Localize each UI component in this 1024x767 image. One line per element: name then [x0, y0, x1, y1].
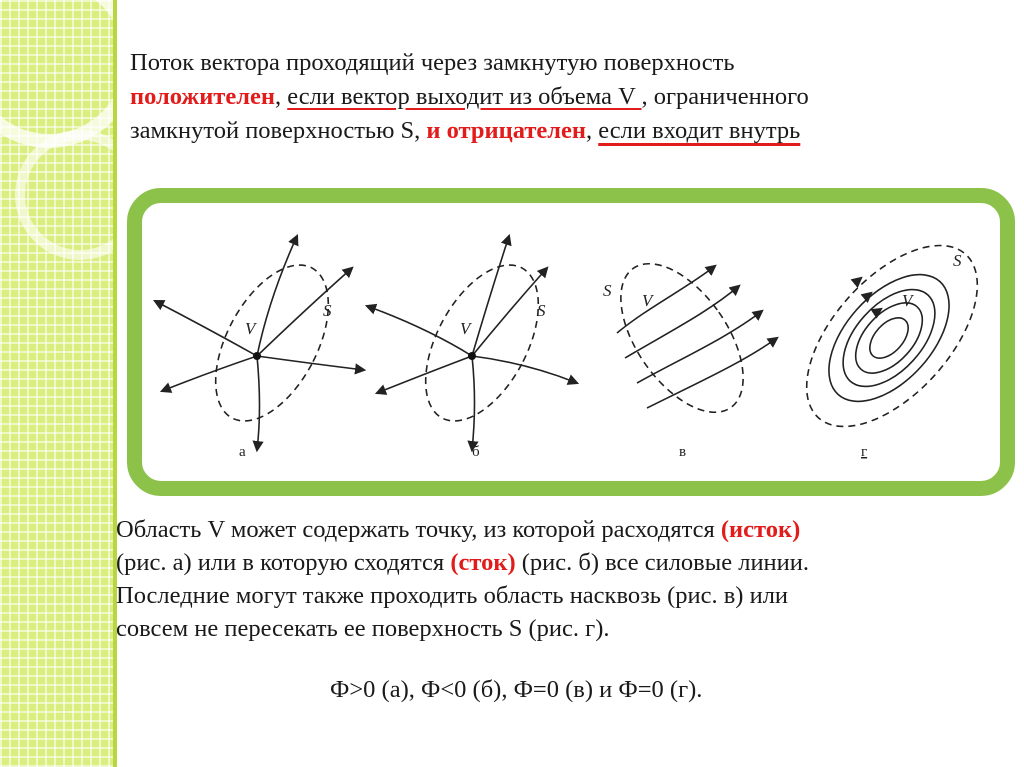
body-sentence-5: совсем не пересекать ее поверхность S (рис. г). — [116, 615, 610, 642]
label-s-v: S — [603, 281, 612, 300]
label-v-v: V — [642, 291, 653, 310]
explanation-paragraph — [116, 513, 1016, 645]
diagram-g-closed — [775, 215, 1008, 456]
label-v-b: V — [460, 319, 471, 338]
diagram-a-source — [155, 236, 364, 450]
diagram-v-through — [596, 243, 777, 434]
intro-separator: , — [274, 83, 288, 110]
incoming-condition: если входит внутрь — [598, 117, 801, 144]
positive-term: положителен — [130, 83, 275, 110]
label-s-a: S — [323, 301, 332, 320]
sink-term: (сток) — [450, 549, 516, 576]
surface-s-v — [596, 243, 767, 434]
body-sentence-1: Область V может содержать точку, из которой расходятся — [116, 516, 721, 543]
diagram-b-sink — [367, 236, 577, 450]
figure-panel — [127, 188, 1015, 496]
negative-term: и отрицателен — [426, 117, 587, 144]
decorative-sidebar — [0, 0, 113, 767]
surface-s-g — [775, 215, 1008, 456]
body-sentence-2: (рис. а) или в которую сходятся — [116, 549, 451, 576]
label-s-b: S — [537, 301, 546, 320]
flux-diagrams — [127, 188, 1015, 496]
intro-line-2-rest: , ограниченного — [641, 83, 809, 110]
label-s-g: S — [953, 251, 962, 270]
intro-line-1: Поток вектора проходящий через замкнутую поверхность — [130, 49, 735, 76]
intro-paragraph — [130, 46, 1010, 148]
label-v-g: V — [902, 291, 913, 310]
caption-g: г — [861, 444, 868, 460]
intro-line-3-start: замкнутой поверхностью S, — [130, 117, 427, 144]
outgoing-condition: если вектор выходит из объема V — [287, 83, 642, 110]
caption-a: а — [239, 444, 246, 460]
body-sentence-4: Последние могут также проходить область насквозь (рис. в) или — [116, 582, 789, 609]
source-term: (исток) — [720, 516, 801, 543]
sidebar-edge — [113, 0, 117, 767]
label-v-a: V — [245, 319, 256, 338]
caption-v: в — [679, 444, 687, 460]
caption-b: б — [472, 444, 480, 460]
surface-s-a — [192, 247, 351, 439]
sidebar-ring-decoration — [15, 130, 113, 260]
intro-separator: , — [586, 117, 599, 144]
body-sentence-3: (рис. б) все силовые линии. — [515, 549, 810, 576]
flux-formula: Ф>0 (а), Ф<0 (б), Ф=0 (в) и Ф=0 (г). — [330, 676, 703, 703]
sidebar-ring-decoration — [0, 0, 113, 148]
